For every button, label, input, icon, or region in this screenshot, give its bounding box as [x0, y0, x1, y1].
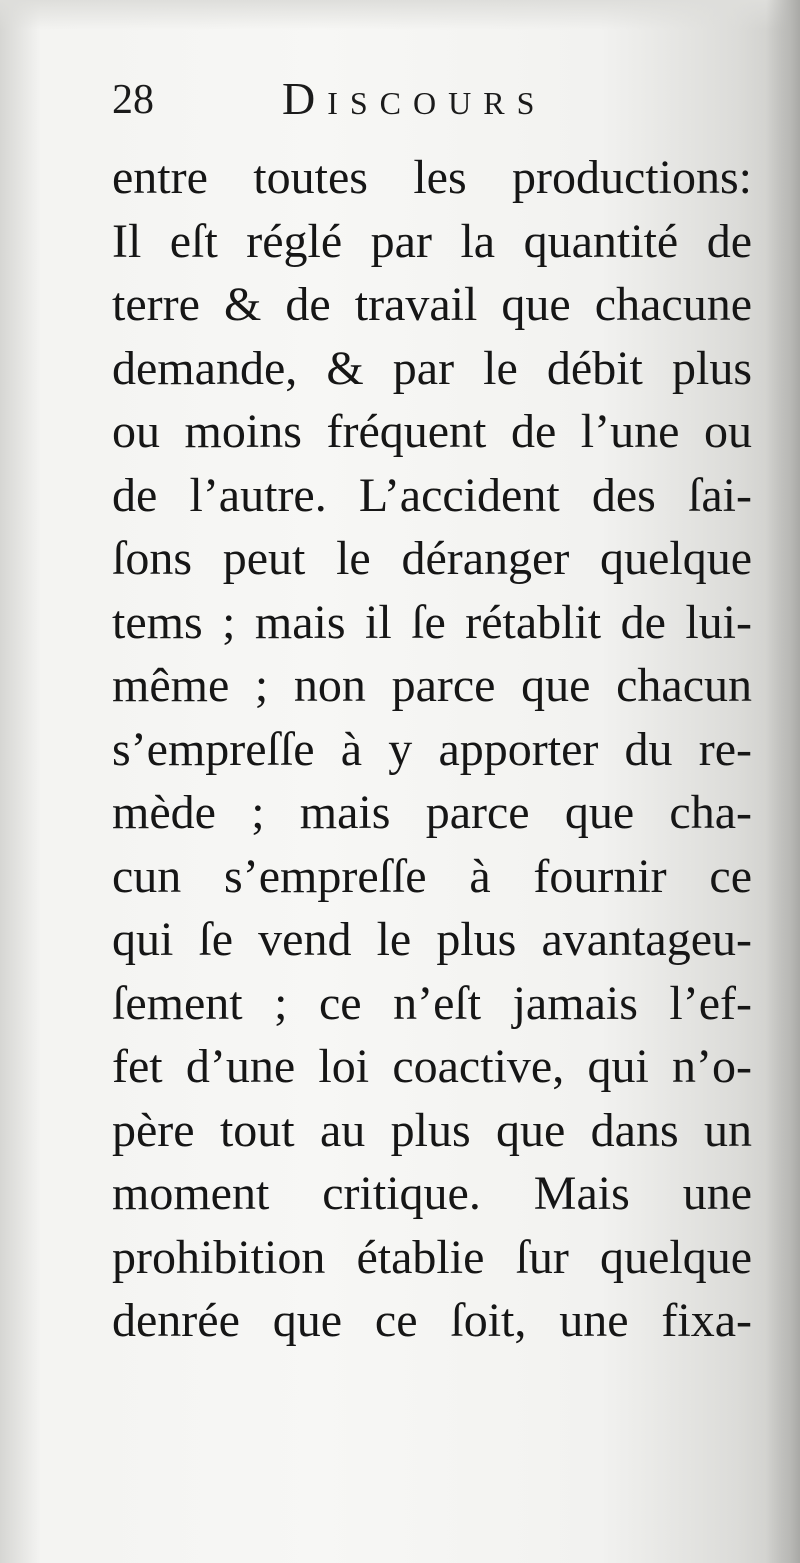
page-gutter-shadow	[0, 0, 40, 1563]
body-text	[112, 146, 752, 1353]
text-line: ſons peut le déranger quelque	[112, 532, 752, 585]
text-line: terre & de travail que chacune	[112, 278, 752, 331]
text-line: entre toutes les productions:	[112, 151, 752, 204]
text-line: demande, & par le débit plus	[112, 341, 752, 395]
text-line: même ; non parce que chacun	[112, 659, 752, 712]
text-line: fet d’une loi coactive, qui n’o-	[112, 1040, 752, 1093]
page-number: 28	[112, 77, 154, 123]
text-line: de l’autre. L’accident des ſai-	[112, 468, 752, 522]
page-header	[112, 72, 752, 132]
text-line: s’empreſſe à y apporter du re-	[112, 722, 752, 776]
page-top-shadow	[0, 0, 800, 30]
running-head: Discours	[282, 73, 547, 124]
text-line: Il eſt réglé par la quantité de	[112, 214, 752, 268]
text-line: qui ſe vend le plus avantageu-	[112, 913, 752, 966]
text-line: moment critique. Mais une	[112, 1167, 752, 1220]
text-line: ou moins fréquent de l’une ou	[112, 405, 752, 458]
text-line: denrée que ce ſoit, une fixa-	[112, 1294, 752, 1347]
text-line: ſement ; ce n’eſt jamais l’ef-	[112, 976, 752, 1030]
text-line: père tout au plus que dans un	[112, 1103, 752, 1157]
text-line: cun s’empreſſe à fournir ce	[112, 849, 752, 903]
text-line: prohibition établie ſur quelque	[112, 1230, 752, 1284]
text-line: mède ; mais parce que cha-	[112, 786, 752, 839]
page-edge	[766, 0, 800, 1563]
text-line: tems ; mais il ſe rétablit de lui-	[112, 595, 752, 649]
